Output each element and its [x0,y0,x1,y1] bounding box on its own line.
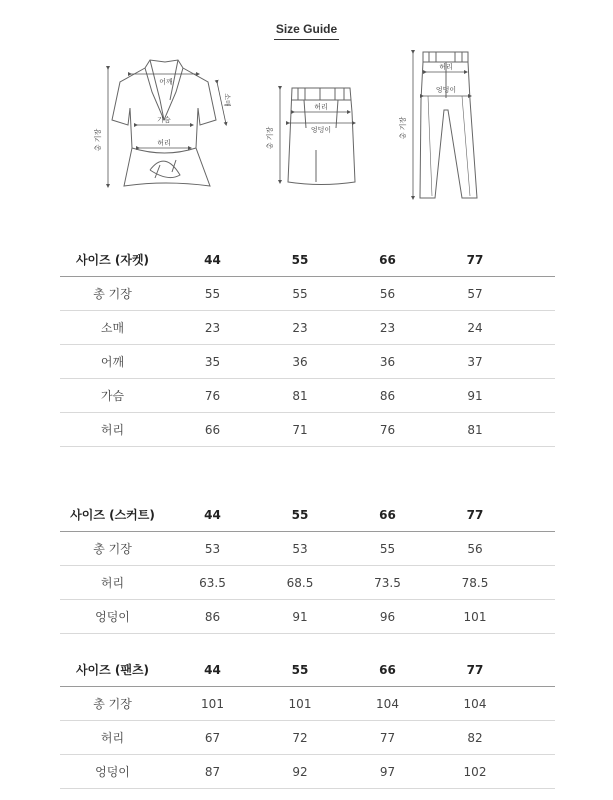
cell-66: 97 [340,755,435,789]
table-row [60,345,555,379]
row-label: 총 기장 [60,532,165,566]
cell-66: 77 [340,721,435,755]
skirt-waist-label: 허리 [314,103,328,111]
row-label: 허리 [60,721,165,755]
cell-66: 23 [340,311,435,345]
jacket-sleeve-label: 소매 [223,93,231,107]
cell-77: 57 [435,277,515,311]
cell-77: 56 [435,532,515,566]
cell-66: 86 [340,379,435,413]
cell-55: 72 [260,721,340,755]
cell-44: 101 [165,687,260,721]
pants-length-label: 총 기장 [399,116,407,140]
jacket-size-table [60,243,555,447]
row-label: 총 기장 [60,277,165,311]
skirt-size-table [60,498,555,634]
cell-66: 104 [340,687,435,721]
table-row [60,721,555,755]
page-title: Size Guide [274,22,339,40]
row-label: 엉덩이 [60,600,165,634]
cell-55: 68.5 [260,566,340,600]
row-label: 총 기장 [60,687,165,721]
cell-55: 91 [260,600,340,634]
cell-77: 91 [435,379,515,413]
jacket-length-label: 총 기장 [94,128,102,152]
cell-44: 23 [165,311,260,345]
pants-size-table [60,653,555,789]
size-44-header: 44 [165,243,260,277]
size-77-header: 77 [435,498,515,532]
cell-66: 56 [340,277,435,311]
pants-illustration [420,52,477,198]
table-row [60,600,555,634]
table-header-row [60,498,555,532]
cell-44: 66 [165,413,260,447]
size-44-header: 44 [165,653,260,687]
size-55-header: 55 [260,653,340,687]
cell-44: 76 [165,379,260,413]
row-label: 어깨 [60,345,165,379]
cell-66: 96 [340,600,435,634]
cell-44: 87 [165,755,260,789]
cell-77: 101 [435,600,515,634]
size-55-header: 55 [260,498,340,532]
cell-66: 73.5 [340,566,435,600]
table-header-row [60,653,555,687]
table-row [60,755,555,789]
row-label: 엉덩이 [60,755,165,789]
cell-44: 35 [165,345,260,379]
table-row [60,379,555,413]
cell-44: 67 [165,721,260,755]
table-row [60,532,555,566]
cell-77: 102 [435,755,515,789]
cell-77: 24 [435,311,515,345]
cell-66: 76 [340,413,435,447]
table-header-row [60,243,555,277]
cell-55: 23 [260,311,340,345]
size-label-header: 사이즈 (자켓) [60,243,165,277]
pants-waist-label: 허리 [439,63,453,71]
size-77-header: 77 [435,243,515,277]
cell-77: 104 [435,687,515,721]
table-row [60,566,555,600]
cell-55: 55 [260,277,340,311]
table-row [60,413,555,447]
cell-55: 92 [260,755,340,789]
row-label: 가슴 [60,379,165,413]
size-55-header: 55 [260,243,340,277]
size-66-header: 66 [340,653,435,687]
cell-55: 53 [260,532,340,566]
row-label: 허리 [60,413,165,447]
size-label-header: 사이즈 (팬츠) [60,653,165,687]
cell-77: 37 [435,345,515,379]
table-row [60,311,555,345]
jacket-shoulder-label: 어깨 [159,78,173,86]
skirt-length-label: 총 기장 [266,126,274,150]
skirt-hip-label: 엉덩이 [310,126,332,134]
cell-55: 81 [260,379,340,413]
cell-55: 36 [260,345,340,379]
cell-44: 53 [165,532,260,566]
cell-77: 81 [435,413,515,447]
cell-55: 71 [260,413,340,447]
table-row [60,687,555,721]
size-label-header: 사이즈 (스커트) [60,498,165,532]
cell-77: 78.5 [435,566,515,600]
cell-66: 55 [340,532,435,566]
size-66-header: 66 [340,243,435,277]
size-44-header: 44 [165,498,260,532]
jacket-chest-label: 가슴 [157,116,171,124]
cell-55: 101 [260,687,340,721]
cell-77: 82 [435,721,515,755]
pants-hip-label: 엉덩이 [435,86,457,94]
cell-66: 36 [340,345,435,379]
size-77-header: 77 [435,653,515,687]
jacket-waist-label: 허리 [157,139,171,147]
cell-44: 86 [165,600,260,634]
table-row [60,277,555,311]
cell-44: 63.5 [165,566,260,600]
row-label: 소매 [60,311,165,345]
size-66-header: 66 [340,498,435,532]
pants-measure-lines [413,52,470,198]
cell-44: 55 [165,277,260,311]
garment-illustrations [0,0,613,215]
row-label: 허리 [60,566,165,600]
